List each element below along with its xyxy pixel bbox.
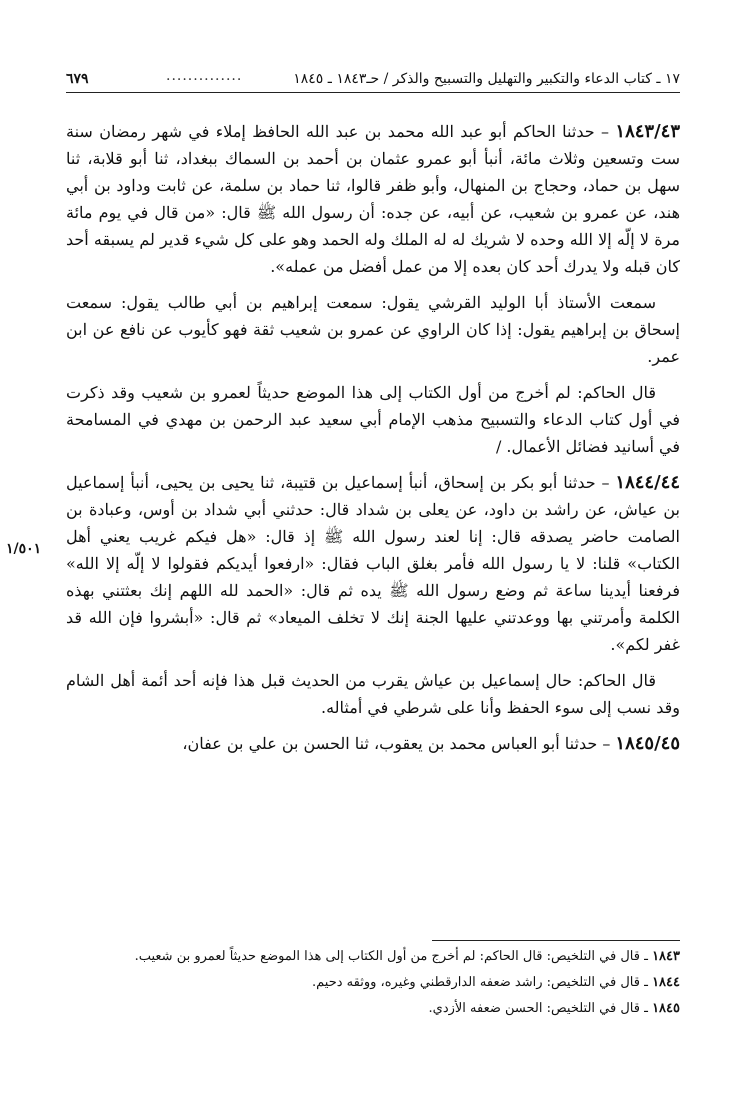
footnote-1844	[66, 972, 680, 994]
footnote-text: ـ قال في التلخيص: الحسن ضعفه الأزدي.	[428, 1001, 653, 1016]
paragraph-hakim-note-2: قال الحاكم: حال إسماعيل بن عياش يقرب من الحديث قبل هذا فإنه أحد أئمة أهل الشام وقد نسب إلى سوء الحفظ وأنا على شرطي في أمثاله.	[66, 671, 680, 717]
footnote-number: ١٨٤٥	[652, 1001, 680, 1016]
hadith-text: – حدثنا الحاكم أبو عبد الله محمد بن عبد الله الحافظ إملاء في شهر رمضان سنة ست وتسعين وثلاث مائة، أنبأ أبو عمرو عثمان بن أحمد بن السماك ببغداد، ثنا أبو قلابة، ثنا سهل بن حماد، وحجاج بن المنهال، وأبو ظفر قالوا، ثنا حماد بن سلمة، عن ثابت وداود بن أبي هند، عن عمرو بن شعيب، عن أبيه، عن جده: أن رسول الله ﷺ قال: «من قال في يوم مائة مرة لا إلّه إلا الله وحده لا شريك له له الملك وله الحمد وهو على كل شيء قدير لم يسبقه أحد كان قبله ولا يدرك أحد كان بعده إلا من عمل أفضل من عمله».	[66, 122, 680, 276]
hadith-number: ١٨٤٤/٤٤	[615, 472, 680, 493]
running-header	[66, 66, 680, 93]
paragraph-hakim-note-1: قال الحاكم: لم أخرج من أول الكتاب إلى هذا الموضع حديثاً لعمرو بن شعيب وقد ذكرت في أول كتاب الدعاء والتسبيح مذهب الإمام أبي سعيد عبد الرحمن بن مهدي في المسامحة في أسانيد فضائل الأعمال. /	[66, 383, 680, 456]
footnote-number: ١٨٤٤	[652, 975, 680, 990]
footnote-1845	[66, 998, 680, 1020]
hadith-1843	[66, 118, 680, 280]
main-text	[66, 118, 680, 766]
footnote-1843	[66, 946, 680, 968]
footnote-separator	[432, 940, 680, 941]
hadith-text: – حدثنا أبو العباس محمد بن يعقوب، ثنا الحسن بن علي بن عفان،	[182, 734, 616, 753]
footnote-number: ١٨٤٣	[652, 949, 680, 964]
running-title: ١٧ ـ كتاب الدعاء والتكبير والتهليل والتسبيح والذكر / حـ١٨٤٣ ـ ١٨٤٥	[293, 71, 680, 87]
paragraph-ibn-abi-talib: سمعت الأستاذ أبا الوليد القرشي يقول: سمعت إبراهيم بن أبي طالب يقول: سمعت إسحاق بن إبراهيم يقول: إذا كان الراوي عن عمرو بن شعيب ثقة فهو كأيوب عن نافع عن ابن عمر.	[66, 293, 680, 366]
footnote-text: ـ قال في التلخيص: قال الحاكم: لم أخرج من أول الكتاب إلى هذا الموضع حديثاً لعمرو بن شعيب.	[134, 949, 653, 964]
footnotes	[66, 946, 680, 1024]
footnote-text: ـ قال في التلخيص: راشد ضعفه الدارقطني وغيره، ووثقه دحيم.	[312, 975, 653, 990]
hadith-1844	[66, 469, 680, 658]
manuscript-folio-marker: ١/٥٠١	[6, 541, 42, 557]
hadith-1845	[66, 730, 680, 757]
hadith-number: ١٨٤٥/٤٥	[615, 733, 680, 754]
page-number: ٦٧٩	[66, 71, 89, 87]
header-dot-leader: ..............	[166, 68, 243, 84]
hadith-text: – حدثنا أبو بكر بن إسحاق، أنبأ إسماعيل بن قتيبة، ثنا يحيى بن يحيى، أنبأ إسماعيل بن عياش، عن راشد بن داود، عن يعلى بن شداد قال: حدثني أبي شداد بن أوس، وعبادة بن الصامت حاضر يصدقه قال: إنا لعند رسول الله ﷺ إذ قال: «هل فيكم غريب يعني أهل الكتاب» قلنا: لا يا رسول الله فأمر بغلق الباب فقال: «ارفعوا أيديكم فقولوا لا إلّه إلا الله» فرفعنا أيدينا ساعة ثم وضع رسول الله ﷺ يده ثم قال: «الحمد لله اللهم إنك بعثتني بهذه الكلمة وأمرتني بها ووعدتني عليها الجنة إنك لا تخلف الميعاد» ثم قال: «أبشروا فإن الله قد غفر لكم».	[66, 473, 681, 654]
hadith-number: ١٨٤٣/٤٣	[615, 121, 680, 142]
